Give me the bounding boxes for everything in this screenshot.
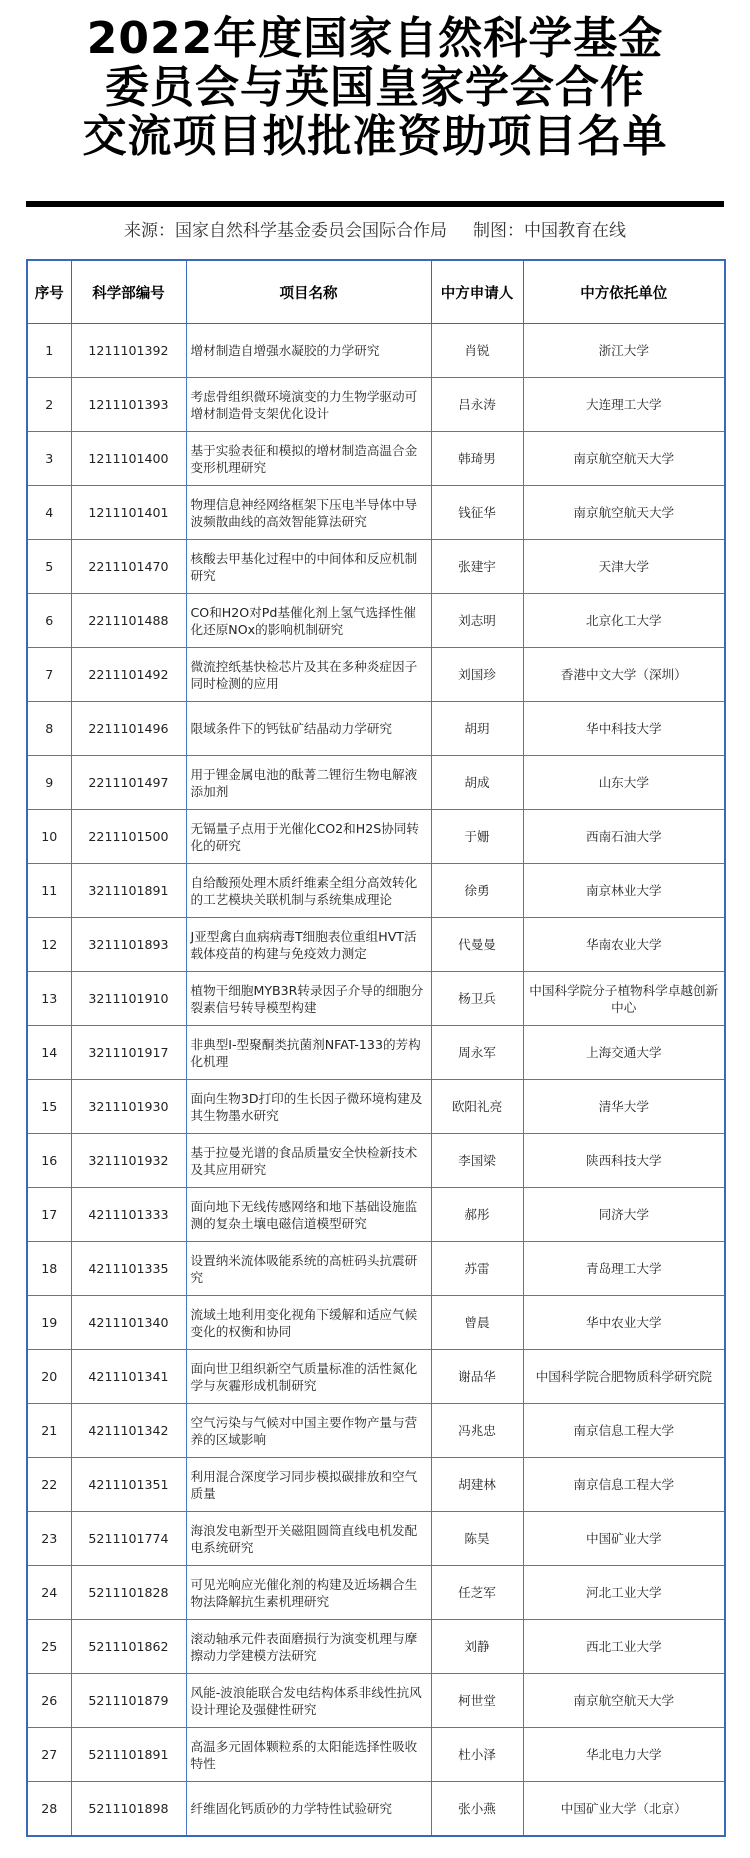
cell-index: 10 [27, 810, 71, 864]
cell-applicant: 欧阳礼亮 [431, 1080, 523, 1134]
cell-institution: 南京林业大学 [523, 864, 725, 918]
cell-index: 3 [27, 432, 71, 486]
title-line-1: 2022年度国家自然科学基金 [86, 13, 664, 64]
cell-index: 21 [27, 1404, 71, 1458]
table-row [27, 1782, 725, 1837]
cell-institution: 南京航空航天大学 [523, 432, 725, 486]
project-table-container [26, 259, 724, 1837]
cell-institution: 清华大学 [523, 1080, 725, 1134]
table-row [27, 324, 725, 378]
cell-institution: 浙江大学 [523, 324, 725, 378]
cell-applicant: 刘国珍 [431, 648, 523, 702]
table-row [27, 1296, 725, 1350]
cell-index: 28 [27, 1782, 71, 1837]
cell-project-name: 面向世卫组织新空气质量标准的活性氮化学与灰霾形成机制研究 [186, 1350, 431, 1404]
cell-index: 14 [27, 1026, 71, 1080]
table-row [27, 810, 725, 864]
cell-institution: 华中科技大学 [523, 702, 725, 756]
cell-code: 2211101496 [71, 702, 186, 756]
cell-code: 3211101891 [71, 864, 186, 918]
cell-institution: 南京信息工程大学 [523, 1404, 725, 1458]
table-row [27, 1188, 725, 1242]
table-row [27, 1242, 725, 1296]
cell-index: 15 [27, 1080, 71, 1134]
header-index: 序号 [27, 260, 71, 324]
cell-project-name: 流域土地利用变化视角下缓解和适应气候变化的权衡和协同 [186, 1296, 431, 1350]
table-row [27, 972, 725, 1026]
cell-project-name: 自给酸预处理木质纤维素全组分高效转化的工艺模块关联机制与系统集成理论 [186, 864, 431, 918]
cell-applicant: 苏雷 [431, 1242, 523, 1296]
cell-project-name: 空气污染与气候对中国主要作物产量与营养的区域影响 [186, 1404, 431, 1458]
cell-index: 2 [27, 378, 71, 432]
title-divider [26, 201, 724, 207]
table-row [27, 1620, 725, 1674]
cell-project-name: 物理信息神经网络框架下压电半导体中导波频散曲线的高效智能算法研究 [186, 486, 431, 540]
table-row [27, 702, 725, 756]
header-applicant: 中方申请人 [431, 260, 523, 324]
cell-code: 4211101341 [71, 1350, 186, 1404]
cell-index: 9 [27, 756, 71, 810]
cell-code: 3211101930 [71, 1080, 186, 1134]
cell-project-name: 面向地下无线传感网络和地下基础设施监测的复杂土壤电磁信道模型研究 [186, 1188, 431, 1242]
cell-index: 4 [27, 486, 71, 540]
header-institution: 中方依托单位 [523, 260, 725, 324]
cell-code: 5211101879 [71, 1674, 186, 1728]
header-code: 科学部编号 [71, 260, 186, 324]
cell-project-name: 基于拉曼光谱的食品质量安全快检新技术及其应用研究 [186, 1134, 431, 1188]
cell-project-name: 基于实验表征和模拟的增材制造高温合金变形机理研究 [186, 432, 431, 486]
cell-index: 12 [27, 918, 71, 972]
cell-applicant: 吕永涛 [431, 378, 523, 432]
cell-code: 4211101335 [71, 1242, 186, 1296]
cell-index: 1 [27, 324, 71, 378]
cell-code: 5211101891 [71, 1728, 186, 1782]
cell-project-name: 限域条件下的钙钛矿结晶动力学研究 [186, 702, 431, 756]
table-row [27, 378, 725, 432]
cell-applicant: 代曼曼 [431, 918, 523, 972]
cell-project-name: 面向生物3D打印的生长因子微环境构建及其生物墨水研究 [186, 1080, 431, 1134]
cell-code: 2211101492 [71, 648, 186, 702]
cell-institution: 北京化工大学 [523, 594, 725, 648]
cell-index: 7 [27, 648, 71, 702]
table-row [27, 1728, 725, 1782]
cell-index: 5 [27, 540, 71, 594]
cell-applicant: 杜小泽 [431, 1728, 523, 1782]
cell-applicant: 张建宇 [431, 540, 523, 594]
table-row [27, 1026, 725, 1080]
cell-institution: 山东大学 [523, 756, 725, 810]
cell-index: 26 [27, 1674, 71, 1728]
title-line-2: 委员会与英国皇家学会合作 [105, 62, 645, 113]
cell-project-name: 设置纳米流体吸能系统的高桩码头抗震研究 [186, 1242, 431, 1296]
cell-institution: 南京信息工程大学 [523, 1458, 725, 1512]
cell-code: 5211101898 [71, 1782, 186, 1837]
cell-applicant: 谢品华 [431, 1350, 523, 1404]
cell-code: 3211101932 [71, 1134, 186, 1188]
cell-applicant: 冯兆忠 [431, 1404, 523, 1458]
cell-index: 18 [27, 1242, 71, 1296]
cell-project-name: 可见光响应光催化剂的构建及近场耦合生物法降解抗生素机理研究 [186, 1566, 431, 1620]
cell-applicant: 陈昊 [431, 1512, 523, 1566]
table-row [27, 1512, 725, 1566]
cell-project-name: 植物干细胞MYB3R转录因子介导的细胞分裂素信号转导模型构建 [186, 972, 431, 1026]
cell-applicant: 柯世堂 [431, 1674, 523, 1728]
cell-applicant: 任芝军 [431, 1566, 523, 1620]
table-row [27, 432, 725, 486]
cell-institution: 西北工业大学 [523, 1620, 725, 1674]
cell-applicant: 于姗 [431, 810, 523, 864]
cell-institution: 华南农业大学 [523, 918, 725, 972]
cell-institution: 中国科学院分子植物科学卓越创新中心 [523, 972, 725, 1026]
cell-code: 3211101910 [71, 972, 186, 1026]
cell-project-name: 海浪发电新型开关磁阻圆筒直线电机发配电系统研究 [186, 1512, 431, 1566]
cell-code: 5211101828 [71, 1566, 186, 1620]
cell-index: 20 [27, 1350, 71, 1404]
cell-applicant: 杨卫兵 [431, 972, 523, 1026]
cell-institution: 南京航空航天大学 [523, 486, 725, 540]
cell-index: 23 [27, 1512, 71, 1566]
cell-index: 24 [27, 1566, 71, 1620]
cell-institution: 中国矿业大学（北京） [523, 1782, 725, 1837]
cell-project-name: 利用混合深度学习同步模拟碳排放和空气质量 [186, 1458, 431, 1512]
cell-index: 13 [27, 972, 71, 1026]
table-row [27, 540, 725, 594]
project-table [26, 259, 726, 1837]
cell-institution: 华中农业大学 [523, 1296, 725, 1350]
cell-applicant: 胡建林 [431, 1458, 523, 1512]
table-row [27, 594, 725, 648]
cell-applicant: 徐勇 [431, 864, 523, 918]
cell-index: 25 [27, 1620, 71, 1674]
cell-project-name: 非典型I-型聚酮类抗菌剂NFAT-133的芳构化机理 [186, 1026, 431, 1080]
cell-institution: 中国科学院合肥物质科学研究院 [523, 1350, 725, 1404]
cell-applicant: 钱征华 [431, 486, 523, 540]
cell-code: 1211101401 [71, 486, 186, 540]
cell-project-name: 用于锂金属电池的酞菁二锂衍生物电解液添加剂 [186, 756, 431, 810]
cell-institution: 中国矿业大学 [523, 1512, 725, 1566]
cell-institution: 陕西科技大学 [523, 1134, 725, 1188]
cell-project-name: CO和H2O对Pd基催化剂上氢气选择性催化还原NOx的影响机制研究 [186, 594, 431, 648]
cell-code: 1211101392 [71, 324, 186, 378]
cell-index: 22 [27, 1458, 71, 1512]
cell-code: 1211101400 [71, 432, 186, 486]
cell-project-name: 增材制造自增强水凝胶的力学研究 [186, 324, 431, 378]
cell-applicant: 肖锐 [431, 324, 523, 378]
table-row [27, 1674, 725, 1728]
cell-code: 2211101500 [71, 810, 186, 864]
header-project-name: 项目名称 [186, 260, 431, 324]
cell-code: 4211101351 [71, 1458, 186, 1512]
cell-code: 1211101393 [71, 378, 186, 432]
cell-code: 4211101342 [71, 1404, 186, 1458]
cell-applicant: 胡玥 [431, 702, 523, 756]
table-row [27, 918, 725, 972]
cell-applicant: 刘志明 [431, 594, 523, 648]
table-row [27, 1134, 725, 1188]
cell-code: 4211101340 [71, 1296, 186, 1350]
cell-institution: 华北电力大学 [523, 1728, 725, 1782]
cell-applicant: 刘静 [431, 1620, 523, 1674]
cell-index: 11 [27, 864, 71, 918]
table-row [27, 864, 725, 918]
source-from: 来源：国家自然科学基金委员会国际合作局 [124, 221, 447, 241]
cell-code: 5211101862 [71, 1620, 186, 1674]
table-body [27, 324, 725, 1837]
table-row [27, 1350, 725, 1404]
cell-code: 4211101333 [71, 1188, 186, 1242]
cell-institution: 上海交通大学 [523, 1026, 725, 1080]
cell-project-name: 核酸去甲基化过程中的中间体和反应机制研究 [186, 540, 431, 594]
cell-project-name: 无镉量子点用于光催化CO2和H2S协同转化的研究 [186, 810, 431, 864]
page-title [0, 14, 750, 161]
cell-index: 17 [27, 1188, 71, 1242]
table-header-row [27, 260, 725, 324]
cell-applicant: 郝彤 [431, 1188, 523, 1242]
cell-code: 2211101488 [71, 594, 186, 648]
cell-applicant: 曾晨 [431, 1296, 523, 1350]
cell-institution: 南京航空航天大学 [523, 1674, 725, 1728]
cell-index: 16 [27, 1134, 71, 1188]
table-row [27, 1566, 725, 1620]
cell-applicant: 周永军 [431, 1026, 523, 1080]
cell-project-name: 风能-波浪能联合发电结构体系非线性抗风设计理论及强健性研究 [186, 1674, 431, 1728]
cell-index: 19 [27, 1296, 71, 1350]
source-line [0, 216, 750, 241]
title-line-3: 交流项目拟批准资助项目名单 [82, 111, 668, 162]
cell-code: 2211101497 [71, 756, 186, 810]
cell-project-name: 纤维固化钙质砂的力学特性试验研究 [186, 1782, 431, 1837]
table-row [27, 1458, 725, 1512]
cell-project-name: 滚动轴承元件表面磨损行为演变机理与摩擦动力学建模方法研究 [186, 1620, 431, 1674]
cell-institution: 天津大学 [523, 540, 725, 594]
source-made-by: 制图：中国教育在线 [473, 221, 626, 241]
cell-institution: 大连理工大学 [523, 378, 725, 432]
cell-project-name: 考虑骨组织微环境演变的力生物学驱动可增材制造骨支架优化设计 [186, 378, 431, 432]
table-row [27, 756, 725, 810]
cell-code: 5211101774 [71, 1512, 186, 1566]
cell-index: 8 [27, 702, 71, 756]
cell-applicant: 胡成 [431, 756, 523, 810]
cell-applicant: 李国梁 [431, 1134, 523, 1188]
cell-code: 3211101893 [71, 918, 186, 972]
cell-applicant: 韩琦男 [431, 432, 523, 486]
table-row [27, 648, 725, 702]
cell-code: 2211101470 [71, 540, 186, 594]
table-row [27, 1404, 725, 1458]
cell-institution: 青岛理工大学 [523, 1242, 725, 1296]
cell-institution: 河北工业大学 [523, 1566, 725, 1620]
cell-institution: 西南石油大学 [523, 810, 725, 864]
cell-institution: 同济大学 [523, 1188, 725, 1242]
cell-applicant: 张小燕 [431, 1782, 523, 1837]
cell-index: 27 [27, 1728, 71, 1782]
table-row [27, 486, 725, 540]
table-row [27, 1080, 725, 1134]
cell-institution: 香港中文大学（深圳） [523, 648, 725, 702]
cell-code: 3211101917 [71, 1026, 186, 1080]
cell-index: 6 [27, 594, 71, 648]
cell-project-name: J亚型禽白血病病毒T细胞表位重组HVT活载体疫苗的构建与免疫效力测定 [186, 918, 431, 972]
cell-project-name: 高温多元固体颗粒系的太阳能选择性吸收特性 [186, 1728, 431, 1782]
cell-project-name: 微流控纸基快检芯片及其在多种炎症因子同时检测的应用 [186, 648, 431, 702]
